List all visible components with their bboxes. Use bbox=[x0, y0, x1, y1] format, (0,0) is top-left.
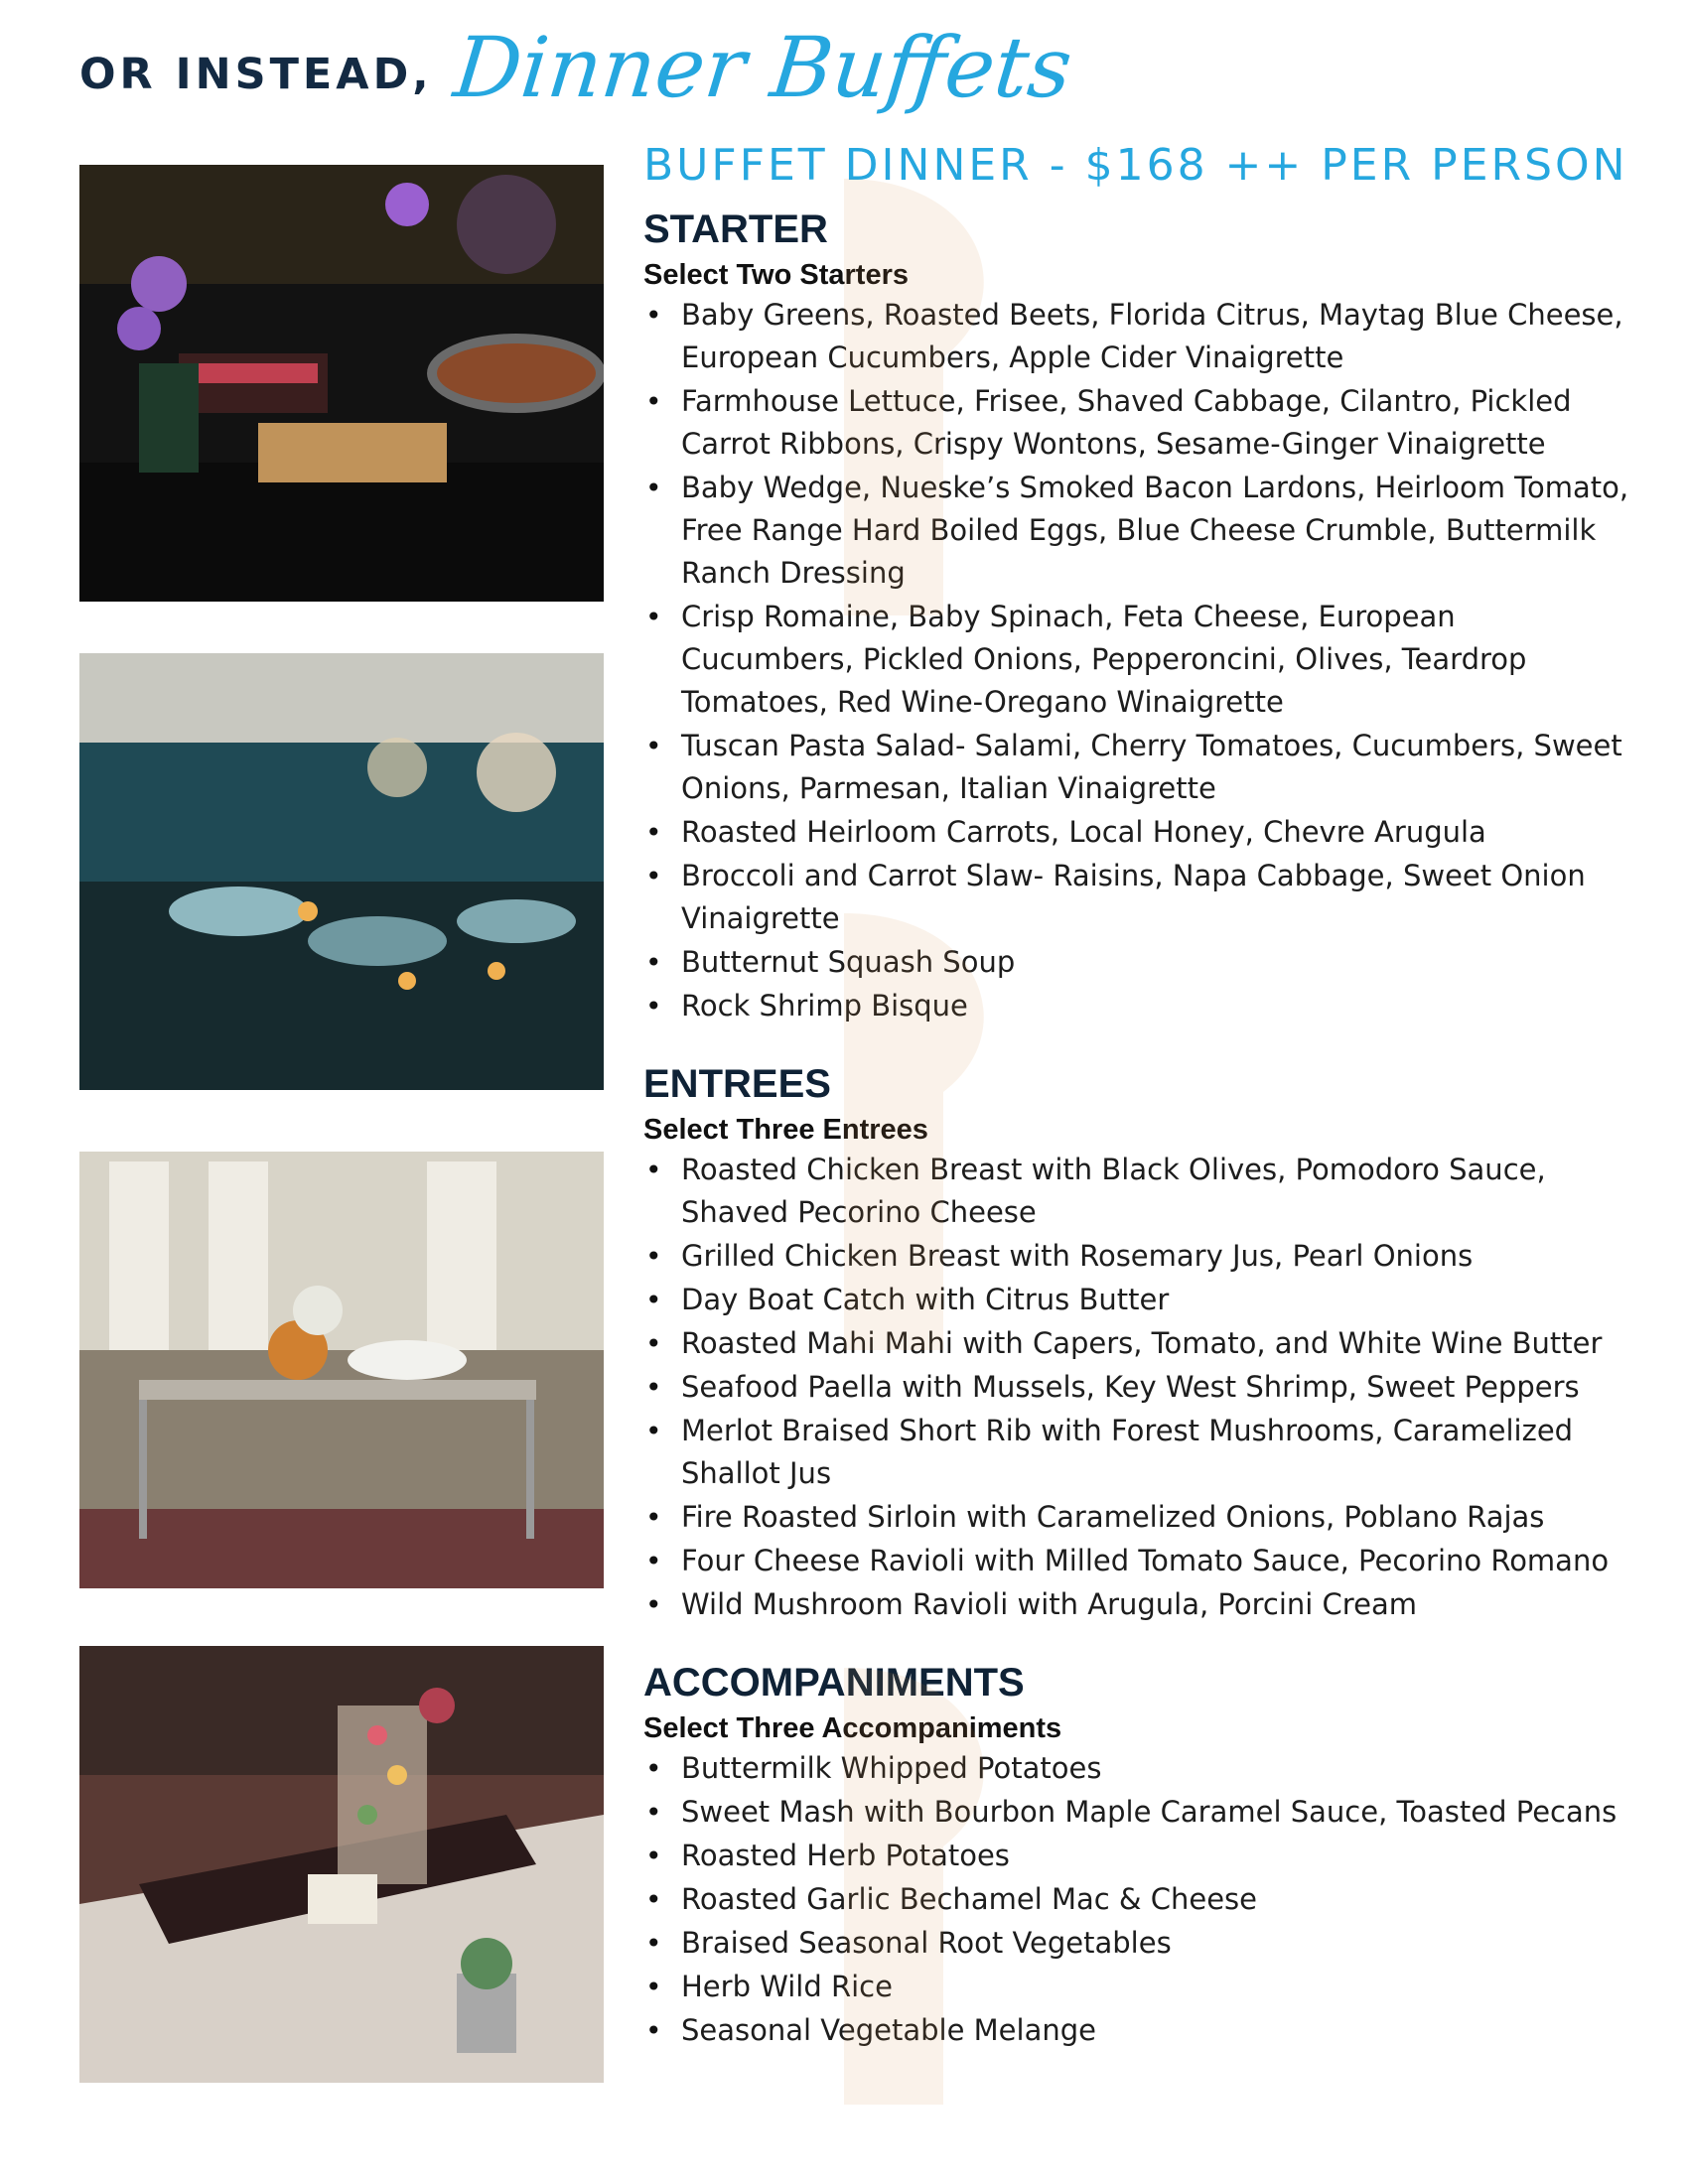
list-item: • Seasonal Vegetable Melange bbox=[643, 2009, 1636, 2052]
list-item: • Herb Wild Rice bbox=[643, 1966, 1636, 2008]
list-item: • Four Cheese Ravioli with Milled Tomato Sauce, Pecorino Romano bbox=[643, 1540, 1636, 1582]
list-item: • Roasted Mahi Mahi with Capers, Tomato, and White Wine Butter bbox=[643, 1322, 1636, 1365]
dessert-display-photo bbox=[79, 1646, 604, 2083]
section-subtitle: Select Three Entrees bbox=[643, 1114, 928, 1146]
list-item: • Grilled Chicken Breast with Rosemary Jus, Pearl Onions bbox=[643, 1235, 1636, 1278]
list-item: • Baby Greens, Roasted Beets, Florida Citrus, Maytag Blue Cheese, European Cucumbers, Apple Cider Vinaigrette bbox=[643, 294, 1636, 379]
section-title: ENTREES bbox=[643, 1062, 831, 1106]
starter-list bbox=[643, 294, 1636, 1027]
buffet-station-photo bbox=[79, 1152, 604, 1588]
list-item: • Rock Shrimp Bisque bbox=[643, 985, 1636, 1027]
header-prefix: OR INSTEAD, bbox=[79, 50, 433, 99]
accompaniments-list bbox=[643, 1747, 1636, 2052]
list-item: • Roasted Garlic Bechamel Mac & Cheese bbox=[643, 1878, 1636, 1921]
section-subtitle: Select Three Accompaniments bbox=[643, 1712, 1062, 1744]
list-item: • Merlot Braised Short Rib with Forest Mushrooms, Caramelized Shallot Jus bbox=[643, 1410, 1636, 1495]
list-item: • Day Boat Catch with Citrus Butter bbox=[643, 1279, 1636, 1321]
list-item: • Crisp Romaine, Baby Spinach, Feta Cheese, European Cucumbers, Pickled Onions, Pepperoncini, Olives, Teardrop Tomatoes, Red Wine-Oregano Winaigrette bbox=[643, 596, 1636, 724]
list-item: • Sweet Mash with Bourbon Maple Caramel Sauce, Toasted Pecans bbox=[643, 1791, 1636, 1834]
entrees-list bbox=[643, 1149, 1636, 1626]
section-subtitle: Select Two Starters bbox=[643, 259, 910, 291]
list-item: • Farmhouse Lettuce, Frisee, Shaved Cabbage, Cilantro, Pickled Carrot Ribbons, Crispy Wontons, Sesame-Ginger Vinaigrette bbox=[643, 380, 1636, 466]
list-item: • Roasted Herb Potatoes bbox=[643, 1835, 1636, 1877]
page-header bbox=[79, 10, 1076, 116]
starter-section bbox=[643, 206, 1636, 1027]
list-item: • Wild Mushroom Ravioli with Arugula, Porcini Cream bbox=[643, 1583, 1636, 1626]
list-item: • Roasted Heirloom Carrots, Local Honey, Chevre Arugula bbox=[643, 811, 1636, 854]
list-item: • Tuscan Pasta Salad- Salami, Cherry Tomatoes, Cucumbers, Sweet Onions, Parmesan, Italian Vinaigrette bbox=[643, 725, 1636, 810]
menu-content bbox=[643, 139, 1636, 2086]
list-item: • Seafood Paella with Mussels, Key West Shrimp, Sweet Peppers bbox=[643, 1366, 1636, 1409]
header-script-title: Dinner Buffets bbox=[449, 19, 1076, 116]
buffet-price-title: BUFFET DINNER - $168 ++ PER PERSON bbox=[643, 140, 1628, 191]
list-item: • Braised Seasonal Root Vegetables bbox=[643, 1922, 1636, 1965]
section-title: ACCOMPANIMENTS bbox=[643, 1661, 1025, 1705]
section-title: STARTER bbox=[643, 207, 828, 251]
list-item: • Buttermilk Whipped Potatoes bbox=[643, 1747, 1636, 1790]
list-item: • Broccoli and Carrot Slaw- Raisins, Napa Cabbage, Sweet Onion Vinaigrette bbox=[643, 855, 1636, 940]
list-item: • Baby Wedge, Nueske’s Smoked Bacon Lardons, Heirloom Tomato, Free Range Hard Boiled Eggs, Blue Cheese Crumble, Buttermilk Ranch Dressing bbox=[643, 467, 1636, 595]
list-item: • Butternut Squash Soup bbox=[643, 941, 1636, 984]
list-item: • Roasted Chicken Breast with Black Olives, Pomodoro Sauce, Shaved Pecorino Cheese bbox=[643, 1149, 1636, 1234]
dessert-buffet-photo bbox=[79, 165, 604, 602]
entrees-section bbox=[643, 1061, 1636, 1626]
list-item: • Fire Roasted Sirloin with Caramelized Onions, Poblano Rajas bbox=[643, 1496, 1636, 1539]
accompaniments-section bbox=[643, 1660, 1636, 2052]
ballroom-buffet-photo bbox=[79, 653, 604, 1090]
